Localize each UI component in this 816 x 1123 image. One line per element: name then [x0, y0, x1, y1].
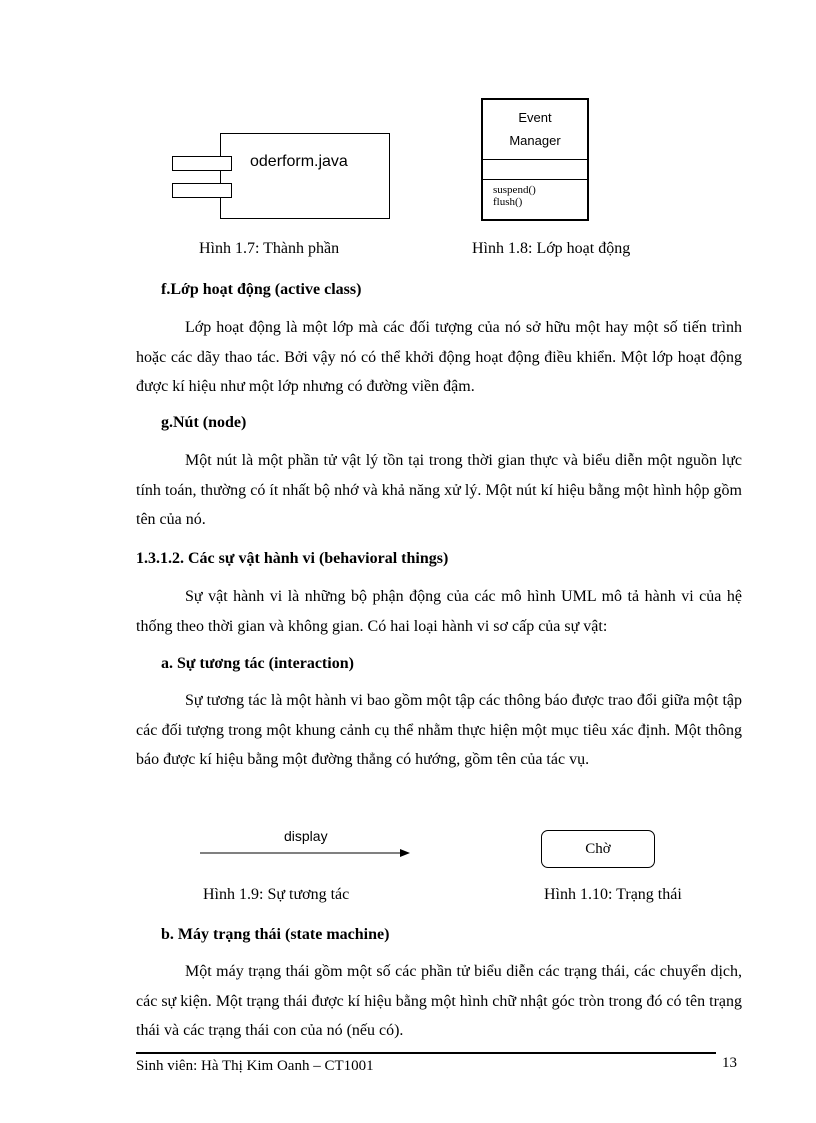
figure-caption: Hình 1.9: Sự tương tác — [203, 886, 350, 903]
class-name-line: Manager — [509, 133, 561, 148]
page-number: 13 — [722, 1055, 737, 1071]
interaction-figure — [200, 828, 412, 860]
component-tab — [172, 183, 232, 198]
figure-caption: Hình 1.10: Trạng thái — [544, 886, 682, 903]
arrow-right-icon — [200, 846, 412, 860]
footer-divider — [136, 1052, 716, 1054]
state-box — [541, 830, 655, 868]
state-label: Chờ — [585, 841, 611, 857]
component-name: oderform.java — [250, 153, 348, 170]
class-operation: flush() — [493, 196, 523, 208]
section-heading: f.Lớp hoạt động (active class) — [161, 281, 362, 298]
figure-caption: Hình 1.7: Thành phần — [199, 240, 340, 257]
component-tab — [172, 156, 232, 171]
paragraph: Sự vật hành vi là những bộ phận động của các mô hình UML mô tả hành vi của hệ thống theo thời gian và không gian. Có hai loại hành vi sơ cấp của sự vật: — [136, 588, 742, 635]
message-label: display — [284, 828, 328, 844]
class-name-compartment — [483, 100, 587, 160]
class-attribute-compartment — [483, 160, 587, 180]
class-operation-compartment — [483, 180, 587, 208]
figure-caption: Hình 1.8: Lớp hoạt động — [472, 240, 631, 257]
component-box — [220, 133, 390, 219]
paragraph: Sự tương tác là một hành vi bao gồm một tập các thông báo được trao đổi giữa một tập các đối tượng trong một khung cảnh cụ thể nhằm thực hiện một mục tiêu xác định. Một thông báo được kí hiệu bằng một đường thẳng có hướng, gồm tên của tác vụ. — [136, 692, 742, 768]
section-heading: b. Máy trạng thái (state machine) — [161, 926, 390, 943]
paragraph: Lớp hoạt động là một lớp mà các đối tượng của nó sở hữu một hay một số tiến trình hoặc các dãy thao tác. Bởi vậy nó có thể khởi động hoạt động điều khiển. Một lớp hoạt động được kí hiệu như một lớp nhưng có đường viền đậm. — [136, 319, 742, 395]
class-operation: suspend() — [493, 184, 536, 196]
component-figure — [172, 133, 390, 219]
class-name-line: Event — [518, 110, 552, 125]
section-heading: a. Sự tương tác (interaction) — [161, 655, 354, 672]
footer-author: Sinh viên: Hà Thị Kim Oanh – CT1001 — [136, 1058, 374, 1074]
section-heading: g.Nút (node) — [161, 414, 247, 431]
active-class-figure — [481, 98, 589, 221]
section-heading: 1.3.1.2. Các sự vật hành vi (behavioral things) — [136, 550, 449, 567]
paragraph: Một máy trạng thái gồm một số các phần tử biểu diễn các trạng thái, các chuyển dịch, các sự kiện. Một trạng thái được kí hiệu bằng một hình chữ nhật góc tròn trong đó có tên trạng thái và các trạng thái con của nó (nếu có). — [136, 963, 742, 1039]
paragraph: Một nút là một phần tử vật lý tồn tại trong thời gian thực và biểu diễn một nguồn lực tính toán, thường có ít nhất bộ nhớ và khả năng xử lý. Một nút kí hiệu bằng một hình hộp gồm tên của nó. — [136, 452, 742, 528]
